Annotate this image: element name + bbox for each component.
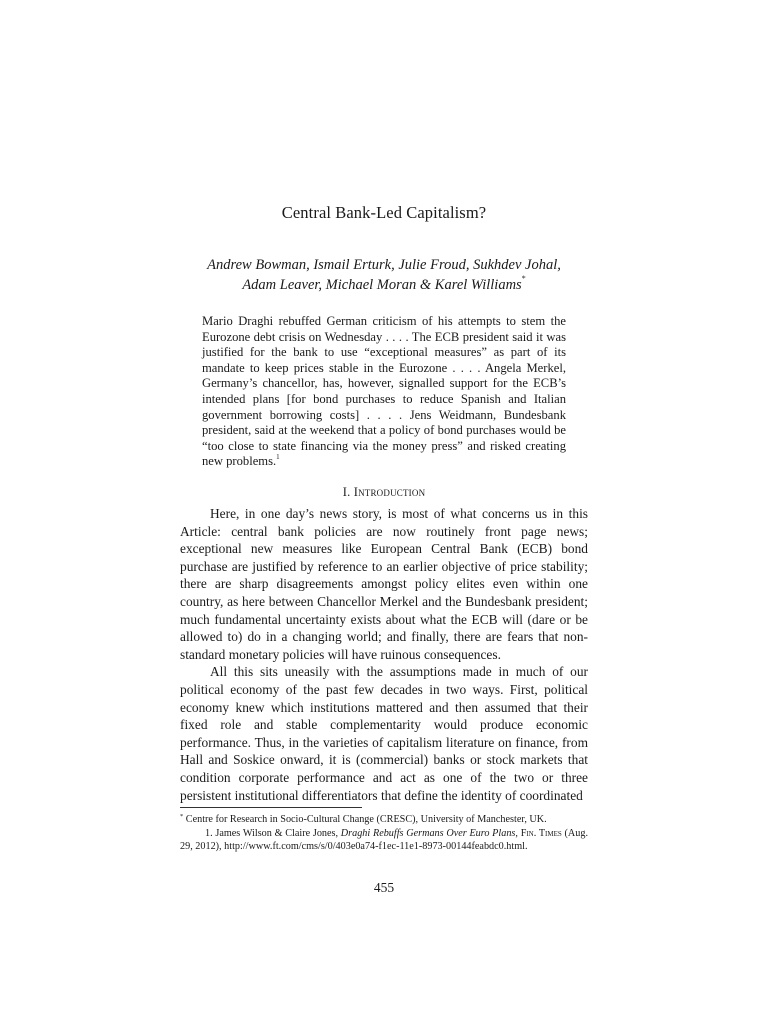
footnote-divider (180, 807, 362, 808)
footnote-1-title: Draghi Rebuffs Germans Over Euro Plans (340, 827, 516, 839)
epigraph-quote (202, 314, 566, 470)
footnote-1-rest: (Aug. 29, 2012), http://www.ft.com/cms/s/0/403e0a74-f1ec-11e1-8973-00144feabdc0.html. (180, 827, 589, 853)
epigraph-text: Mario Draghi rebuffed German criticism of his attempts to stem the Eurozone debt crisis on Wednesday . . . . The ECB president said it was justified for the bank to use “exceptional measures” as part of its mandate to keep prices stable in the Eurozone . . . . Angela Merkel, Germany’s chancellor, has, however, signalled support for the ECB’s intended plans [for bond purchases to reduce Spanish and Italian government borrowing costs] . . . . Jens Weidmann, Bundesbank president, said at the weekend that a policy of bond purchases would be “too close to state financing via the money press” and risked creating new problems. (202, 314, 566, 469)
article-title: Central Bank-Led Capitalism? (281, 203, 487, 222)
section-heading: I. Introduction (342, 485, 426, 499)
footnotes (180, 813, 588, 854)
authors-line-2-text: Adam Leaver, Michael Moran & Karel Williams (242, 277, 522, 293)
footnote-1-separator: , (515, 827, 521, 839)
body-text (180, 505, 588, 804)
author-list (150, 255, 618, 295)
authors-line-1: Andrew Bowman, Ismail Erturk, Julie Froud, Sukhdev Johal, (207, 257, 561, 273)
footnote-1-source: Fin. Times (520, 827, 562, 839)
footnote-affiliation (180, 813, 588, 827)
footnote-1-prefix: 1. James Wilson & Claire Jones, (205, 827, 341, 839)
body-paragraph-2: All this sits uneasily with the assumptions made in much of our political economy of the past few decades in two ways. First, political economy knew which institutions mattered and then assumed that their fixed role and stable complementarity would produce economic performance. Thus, in the varieties of capitalism literature on finance, from Hall and Soskice onward, it is (commercial) banks or stock markets that condition corporate performance and act as one of the two or three persistent institutional differentiators that define the identity of coordinated (180, 664, 588, 803)
footnote-ref-1: 1 (276, 453, 280, 462)
affiliation-marker: * (180, 813, 184, 820)
footnote-1 (180, 827, 588, 854)
author-footnote-marker: * (521, 274, 526, 283)
affiliation-text: Centre for Research in Socio-Cultural Change (CRESC), University of Manchester, UK. (185, 814, 547, 825)
page-number: 455 (373, 880, 395, 895)
authors-line-2 (150, 275, 618, 295)
body-paragraph-1: Here, in one day’s news story, is most of what concerns us in this Article: central bank policies are now routinely front page news; exceptional new measures like European Central Bank (ECB) bond purchase are justified by reference to an earlier objective of price stability; there are sharp disagreements amongst policy elites even within one country, as here between Chancellor Merkel and the Bundesbank president; much fundamental uncertainty exists about what the ECB will (dare or be allowed to) do in a changing world; and finally, there are fears that non-standard monetary policies will have ruinous consequences. (180, 506, 588, 662)
